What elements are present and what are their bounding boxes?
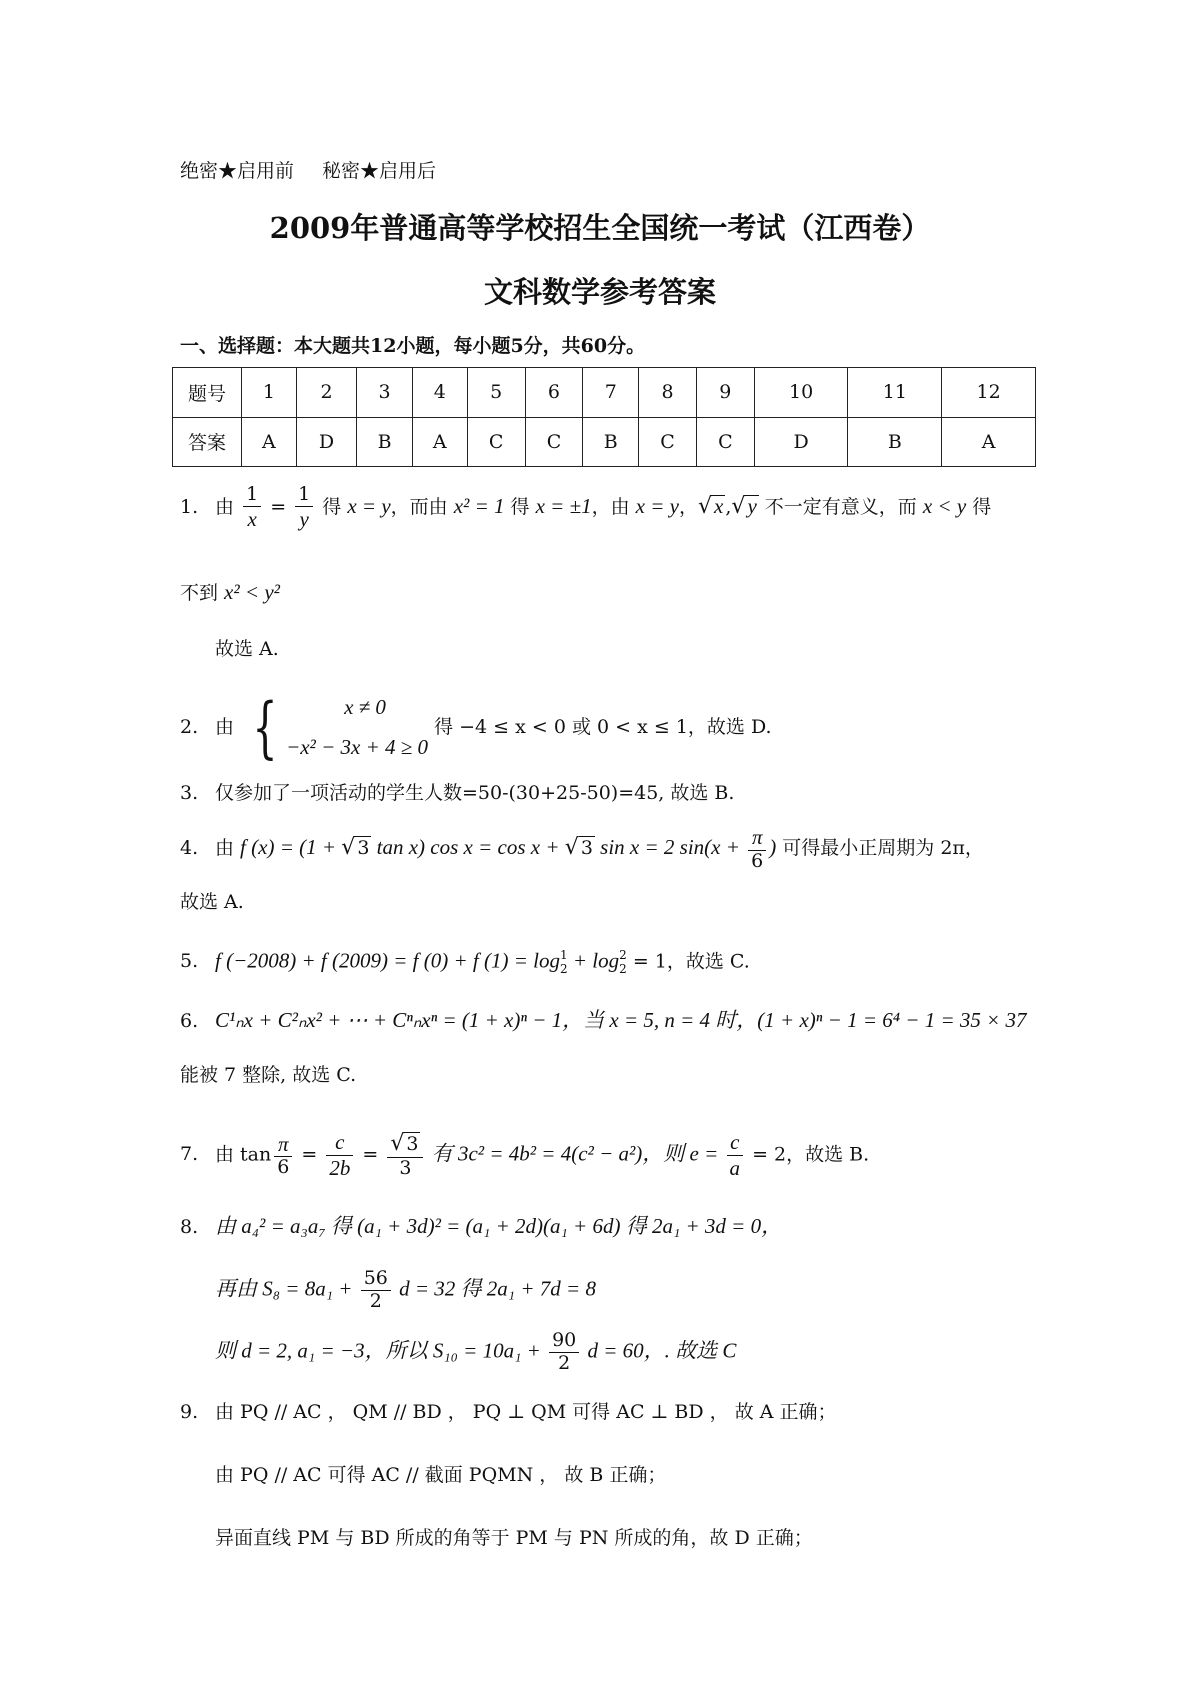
solution-9-line-2: 由 PQ // AC 可得 AC // 截面 PQMN ， 故 B 正确；: [215, 1464, 667, 1486]
solution-1-line-1: 1. 由 $\frac{1}{x}$ = $\frac{1}{y}$ 得 x = y，而由 x² = 1 得 x = ±1，由 x = y，√x ,√y 不一定有意义，而 x < y 得: [180, 483, 992, 531]
answer-cell: C: [467, 417, 525, 467]
sqrt-symbol: √ 3: [390, 1131, 419, 1157]
solution-7: 7. 由 tan $\frac{\pi}{6}$ = $\frac{c}{2b}$ = $\frac{√ 3}{3}$ 有 3c² = 4b² = 4(c² − a²)，则 e = $\frac{c}{a}$ = 2，故选 B.: [180, 1130, 870, 1180]
fraction: $\frac{56}{2}$: [361, 1268, 391, 1313]
confidentiality-line: [180, 156, 436, 183]
sqrt-symbol: √x: [698, 493, 724, 519]
solution-2: 2. 由 { x ≠ 0 −x² − 3x + 4 ≥ 0 得 −4 ≤ x < 0 或 0 < x ≤ 1，故选 D.: [180, 688, 772, 766]
answer-cell: B: [583, 417, 639, 467]
fraction: $\frac{√ 3}{3}$: [387, 1131, 423, 1179]
fraction: $\frac{1}{x}$: [243, 484, 261, 532]
question-number: 6: [525, 368, 583, 418]
sqrt-symbol: √y: [731, 493, 757, 519]
secret-before-label: 绝密★启用前: [180, 160, 295, 182]
solution-6-conclusion: 能被 7 整除, 故选 C.: [180, 1064, 357, 1086]
solution-8-line-1: 8. 由 a₄² = a₃a₇ 得 (a₁ + 3d)² = (a₁ + 2d)(a₁ + 6d) 得 2a₁ + 3d = 0，: [180, 1214, 783, 1238]
answer-cell: B: [357, 417, 413, 467]
question-number: 8: [639, 368, 697, 418]
answer-cell: B: [848, 417, 942, 467]
question-number: 3: [357, 368, 413, 418]
fraction: $\frac{\pi}{6}$: [748, 825, 766, 873]
question-number: 2: [296, 368, 356, 418]
exam-title: 2009年普通高等学校招生全国统一考试（江西卷）: [269, 211, 931, 245]
solution-9-line-1: 9. 由 PQ // AC ， QM // BD ， PQ ⊥ QM 可得 AC ⊥ BD ， 故 A 正确；: [180, 1401, 837, 1423]
solution-8-line-2: 再由 S₈ = 8a₁ + $\frac{56}{2}$ d = 32 得 2a₁ + 7d = 8: [215, 1267, 596, 1312]
solution-6-line-1: 6. C¹ₙx + C²ₙx² + ⋯ + Cⁿₙxⁿ = (1 + x)ⁿ − 1，当 x = 5, n = 4 时，(1 + x)ⁿ − 1 = 6⁴ − 1 = 35 × 37: [180, 1008, 1027, 1032]
answer-cell: C: [525, 417, 583, 467]
question-number: 9: [696, 368, 754, 418]
answer-cell: D: [754, 417, 848, 467]
fraction: $\frac{c}{2b}$: [326, 1130, 353, 1181]
fraction: $\frac{c}{a}$: [727, 1130, 744, 1181]
solution-3: 3. 仅参加了一项活动的学生人数=50-(30+25-50)=45, 故选 B.: [180, 782, 735, 804]
solution-1-line-2: 不到 x² < y²: [180, 580, 280, 604]
solution-4-conclusion: 故选 A.: [180, 891, 244, 913]
answer-cell: D: [296, 417, 356, 467]
solution-5: 5. f (−2008) + f (2009) = f (0) + f (1) = log 1 2 + log 2 2 = 1，故选 C.: [180, 948, 750, 977]
solution-1-conclusion: 故选 A.: [215, 638, 279, 660]
answer-cell: C: [639, 417, 697, 467]
answer-table: [172, 367, 1036, 467]
fraction: $\frac{90}{2}$: [549, 1330, 579, 1375]
answer-cell: A: [242, 417, 297, 467]
answer-cell: A: [412, 417, 467, 467]
sqrt-symbol: √ 3: [341, 834, 370, 860]
question-number: 12: [942, 368, 1036, 418]
solution-8-line-3: 则 d = 2, a₁ = −3，所以 S₁₀ = 10a₁ + $\frac{90}{2}$ d = 60，. 故选 C: [215, 1329, 737, 1374]
question-number: 7: [583, 368, 639, 418]
secret-after-label: 秘密★启用后: [322, 160, 437, 182]
row-label-number: 题号: [173, 368, 242, 418]
table-row-numbers: [173, 368, 1036, 418]
section-heading: 一、选择题：本大题共12小题，每小题5分，共60分。: [180, 335, 646, 357]
question-number: 5: [467, 368, 525, 418]
table-row-answers: [173, 417, 1036, 467]
exam-subtitle: 文科数学参考答案: [483, 275, 716, 309]
sqrt-symbol: √ 3: [564, 834, 593, 860]
equation-system: { x ≠ 0 −x² − 3x + 4 ≥ 0: [252, 688, 429, 766]
question-number: 11: [848, 368, 942, 418]
answer-cell: A: [942, 417, 1036, 467]
solution-9-line-3: 异面直线 PM 与 BD 所成的角等于 PM 与 PN 所成的角，故 D 正确；: [215, 1527, 813, 1549]
fraction: $\frac{1}{y}$: [295, 484, 313, 532]
row-label-answer: 答案: [173, 417, 242, 467]
answer-cell: C: [696, 417, 754, 467]
question-number: 1: [242, 368, 297, 418]
question-number: 4: [412, 368, 467, 418]
fraction: $\frac{\pi}{6}$: [274, 1132, 292, 1180]
solution-4-line-1: 4. 由 f (x) = (1 + √ 3 tan x) cos x = cos x + √ 3 sin x = 2 sin(x + $\frac{\pi}{6}$ ) 可得最小正周期为 2π，: [180, 825, 984, 872]
question-number: 10: [754, 368, 848, 418]
